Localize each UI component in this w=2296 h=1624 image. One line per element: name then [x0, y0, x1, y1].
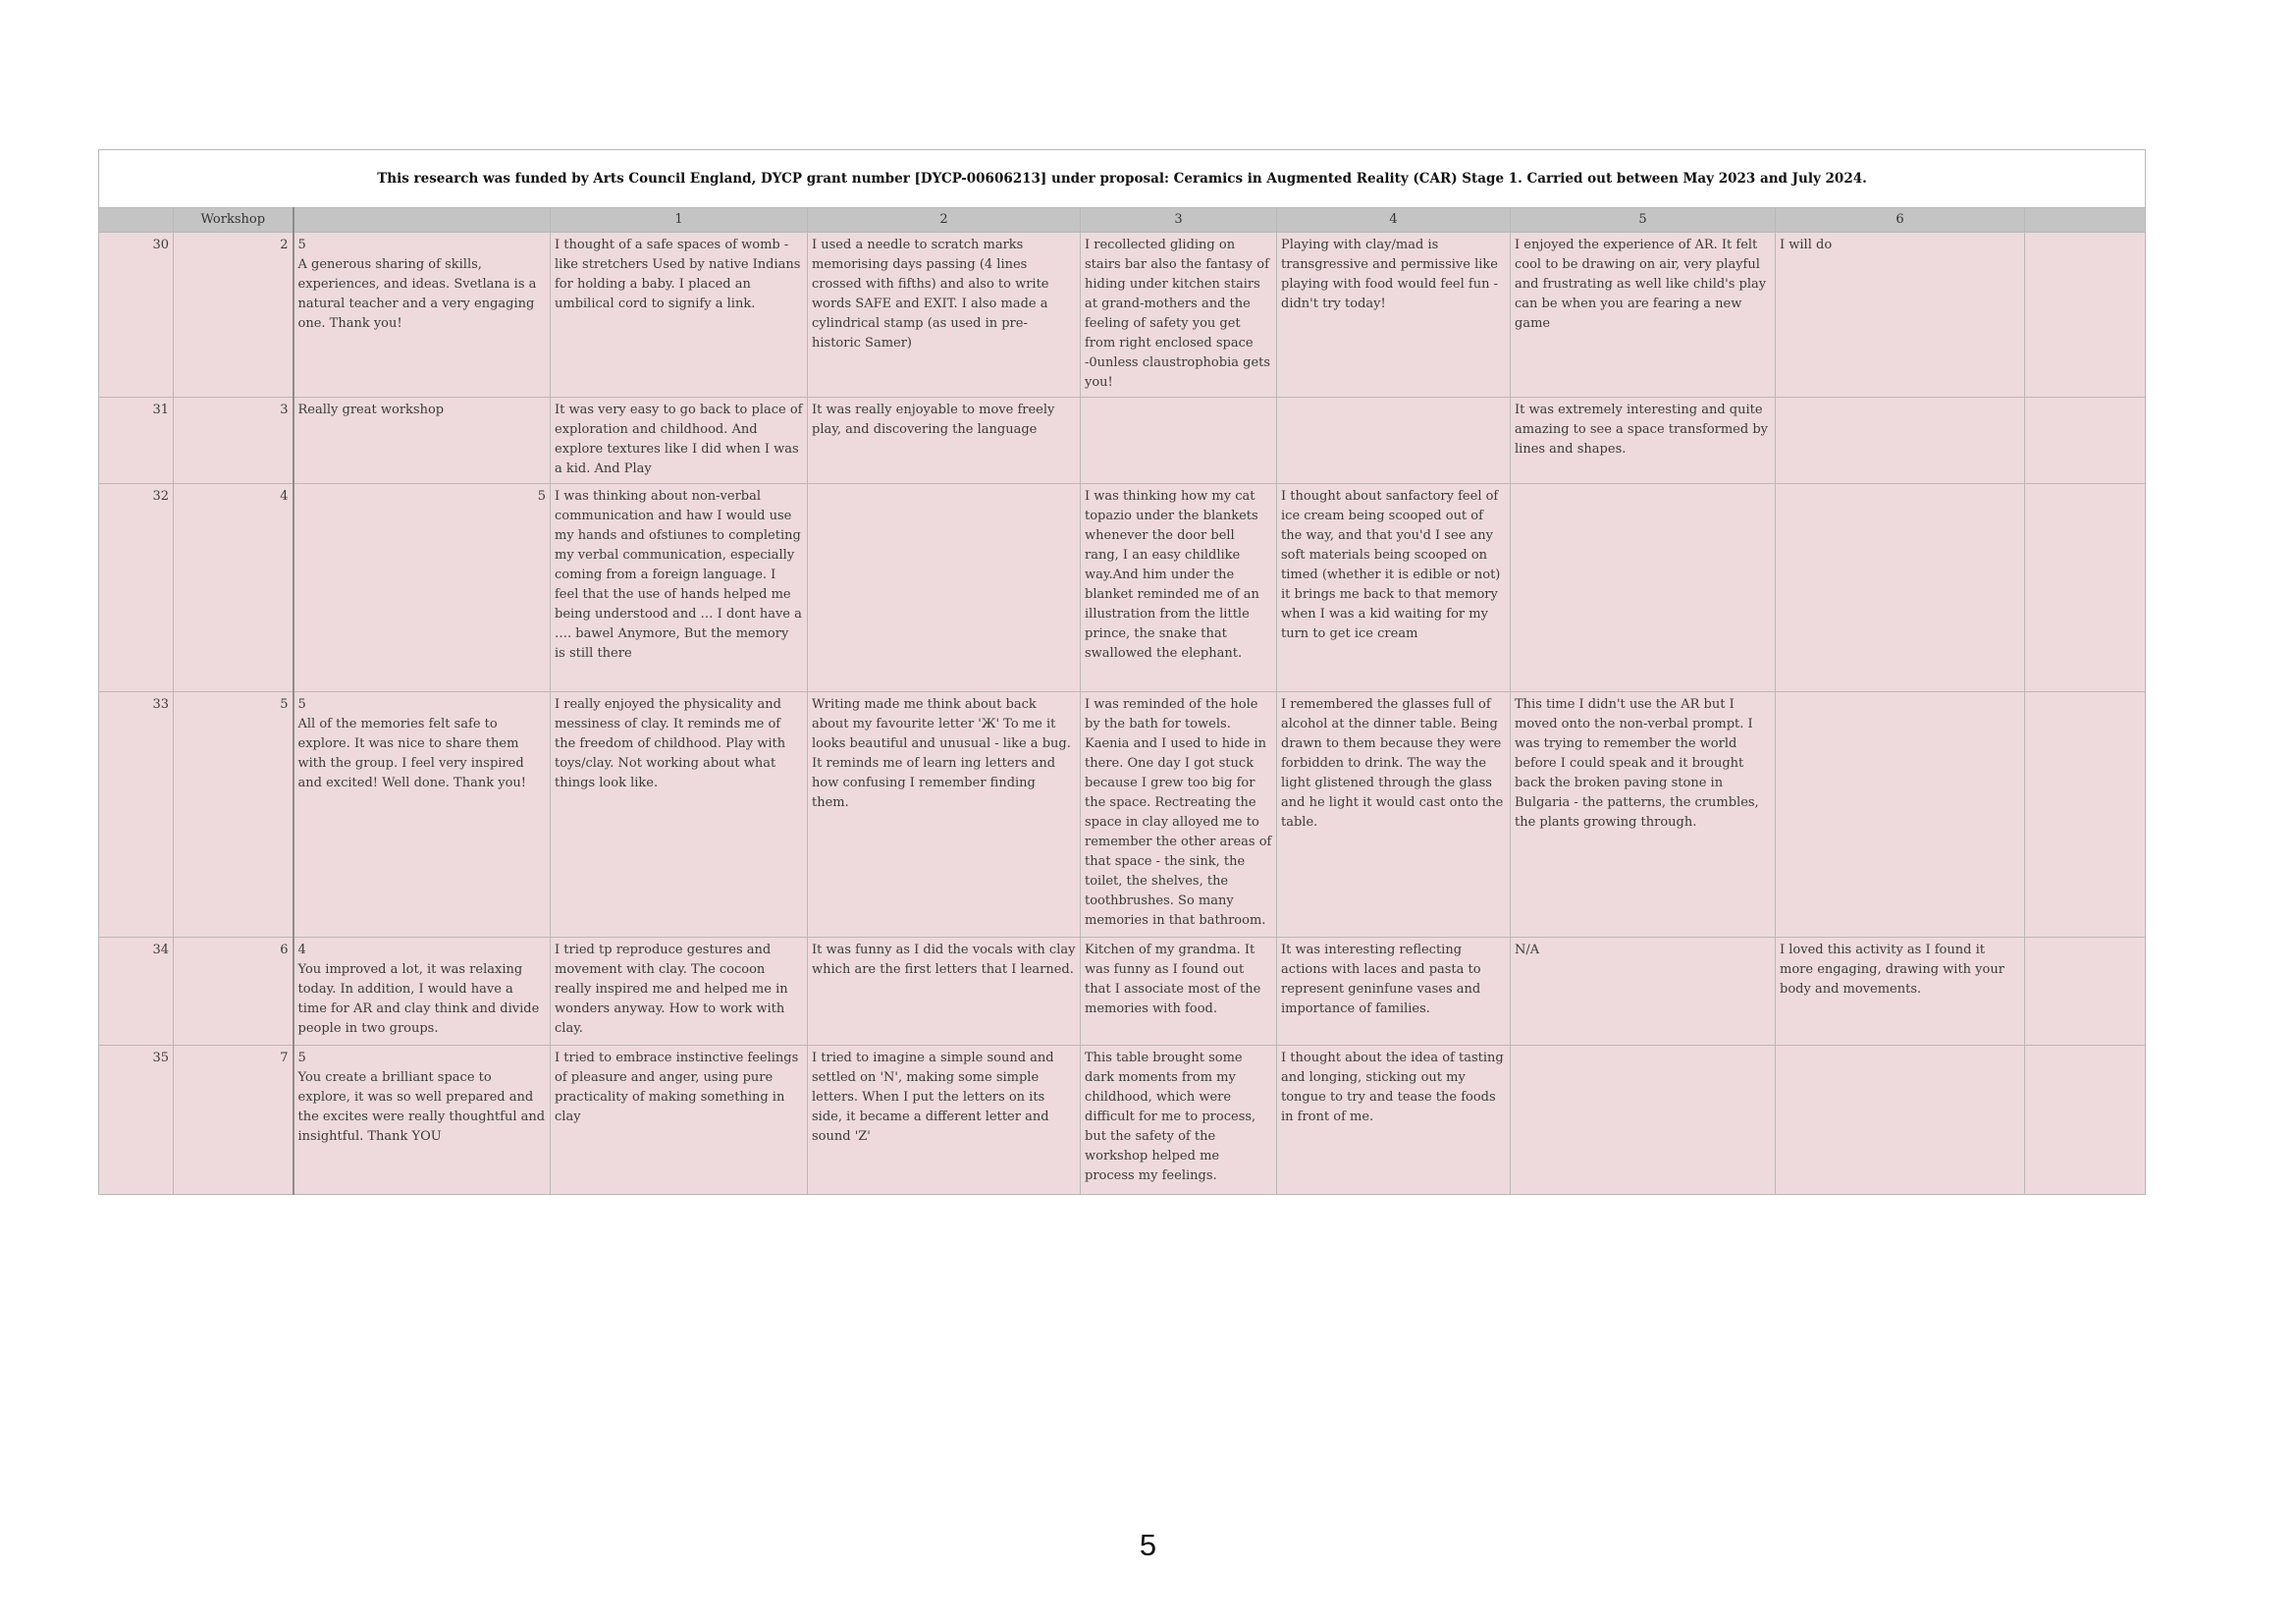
workshop-number: 3	[174, 398, 294, 484]
column-header: 6	[1776, 208, 2025, 233]
response-cell: It was funny as I did the vocals with clay which are the first letters that I learned.	[808, 938, 1081, 1046]
response-cell: This table brought some dark moments from my childhood, which were difficult for me to process, but the safety of the workshop helped me process my feelings.	[1081, 1046, 1277, 1195]
column-header	[99, 208, 174, 233]
response-cell: Kitchen of my grandma. It was funny as I found out that I associate most of the memories with food.	[1081, 938, 1277, 1046]
column-header: 1	[551, 208, 808, 233]
table-row	[99, 1046, 2146, 1195]
response-cell: I recollected gliding on stairs bar also the fantasy of hiding under kitchen stairs at grand-mothers and the feeling of safety you get from right enclosed space -0unless claustrophobia gets you!	[1081, 233, 1277, 398]
row-number: 30	[99, 233, 174, 398]
row-number: 31	[99, 398, 174, 484]
response-cell: N/A	[1511, 938, 1776, 1046]
row-number: 35	[99, 1046, 174, 1195]
workshop-number: 6	[174, 938, 294, 1046]
response-cell: It was very easy to go back to place of exploration and childhood. And explore textures like I did when I was a kid. And Play	[551, 398, 808, 484]
table-title: This research was funded by Arts Council England, DYCP grant number [DYCP-00606213] under proposal: Ceramics in Augmented Reality (CAR) Stage 1. Carried out between May 2023 and July 2024.	[99, 150, 2146, 208]
response-cell	[1081, 398, 1277, 484]
workshop-number: 5	[174, 692, 294, 938]
response-cell	[2025, 484, 2146, 692]
table-row	[99, 938, 2146, 1046]
response-cell: I was thinking how my cat topazio under the blankets whenever the door bell rang, I an easy childlike way.And him under the blanket reminded me of an illustration from the little prince, the snake that swallowed the elephant.	[1081, 484, 1277, 692]
response-cell: Playing with clay/mad is transgressive and permissive like playing with food would feel fun - didn't try today!	[1277, 233, 1511, 398]
response-cell	[1511, 1046, 1776, 1195]
response-cell	[1511, 484, 1776, 692]
response-cell: I will do	[1776, 233, 2025, 398]
response-cell: I was thinking about non-verbal communication and haw I would use my hands and ofstiunes to completing my verbal communication, especially coming from a foreign language. I feel that the use of hands helped me being understood and … I dont have a …. bawel Anymore, But the memory is still there	[551, 484, 808, 692]
column-header: 5	[1511, 208, 1776, 233]
response-cell: I really enjoyed the physicality and messiness of clay. It reminds me of the freedom of childhood. Play with toys/clay. Not working about what things look like.	[551, 692, 808, 938]
response-cell: This time I didn't use the AR but I moved onto the non-verbal prompt. I was trying to remember the world before I could speak and it brought back the broken paving stone in Bulgaria - the patterns, the crumbles, the plants growing through.	[1511, 692, 1776, 938]
response-cell: I remembered the glasses full of alcohol at the dinner table. Being drawn to them because they were forbidden to drink. The way the light glistened through the glass and he light it would cast onto the table.	[1277, 692, 1511, 938]
feedback-cell: 5 A generous sharing of skills, experiences, and ideas. Svetlana is a natural teacher and a very engaging one. Thank you!	[294, 233, 551, 398]
response-cell: I thought about sanfactory feel of ice cream being scooped out of the way, and that you'd I see any soft materials being scooped on timed (whether it is edible or not) it brings me back to that memory when I was a kid waiting for my turn to get ice cream	[1277, 484, 1511, 692]
response-cell	[2025, 233, 2146, 398]
row-number: 32	[99, 484, 174, 692]
feedback-cell: 4 You improved a lot, it was relaxing today. In addition, I would have a time for AR and clay think and divide people in two groups.	[294, 938, 551, 1046]
table-row	[99, 233, 2146, 398]
response-cell: I thought about the idea of tasting and longing, sticking out my tongue to try and tease the foods in front of me.	[1277, 1046, 1511, 1195]
feedback-cell: 5 All of the memories felt safe to explore. It was nice to share them with the group. I feel very inspired and excited! Well done. Thank you!	[294, 692, 551, 938]
response-cell	[2025, 398, 2146, 484]
response-cell	[1776, 1046, 2025, 1195]
response-cell: I thought of a safe spaces of womb - like stretchers Used by native Indians for holding a baby. I placed an umbilical cord to signify a link.	[551, 233, 808, 398]
response-cell	[2025, 1046, 2146, 1195]
response-cell: I tried to embrace instinctive feelings of pleasure and anger, using pure practicality of making something in clay	[551, 1046, 808, 1195]
response-cell	[808, 484, 1081, 692]
page-number: 5	[1139, 1528, 1157, 1562]
response-cell: It was interesting reflecting actions with laces and pasta to represent geninfune vases and importance of families.	[1277, 938, 1511, 1046]
workshop-number: 2	[174, 233, 294, 398]
workshop-number: 7	[174, 1046, 294, 1195]
header-row	[99, 208, 2146, 233]
workshop-number: 4	[174, 484, 294, 692]
response-cell	[1776, 398, 2025, 484]
response-cell: I enjoyed the experience of AR. It felt cool to be drawing on air, very playful and frustrating as well like child's play can be when you are fearing a new game	[1511, 233, 1776, 398]
column-header: 3	[1081, 208, 1277, 233]
response-cell: I tried to imagine a simple sound and settled on 'N', making some simple letters. When I put the letters on its side, it became a different letter and sound 'Z'	[808, 1046, 1081, 1195]
column-header	[294, 208, 551, 233]
response-cell: It was really enjoyable to move freely play, and discovering the language	[808, 398, 1081, 484]
table-row	[99, 692, 2146, 938]
response-cell: It was extremely interesting and quite amazing to see a space transformed by lines and shapes.	[1511, 398, 1776, 484]
column-header	[2025, 208, 2146, 233]
table-row	[99, 484, 2146, 692]
feedback-table	[98, 149, 2146, 1195]
row-number: 34	[99, 938, 174, 1046]
column-header: Workshop	[174, 208, 294, 233]
feedback-cell: 5	[294, 484, 551, 692]
response-cell	[1776, 484, 2025, 692]
table-row	[99, 398, 2146, 484]
column-header: 4	[1277, 208, 1511, 233]
column-header: 2	[808, 208, 1081, 233]
response-cell	[2025, 692, 2146, 938]
response-cell	[2025, 938, 2146, 1046]
response-cell	[1277, 398, 1511, 484]
response-cell: Writing made me think about back about my favourite letter 'Ж' To me it looks beautiful and unusual - like a bug. It reminds me of learn ing letters and how confusing I remember finding them.	[808, 692, 1081, 938]
response-cell: I loved this activity as I found it more engaging, drawing with your body and movements.	[1776, 938, 2025, 1046]
response-cell: I was reminded of the hole by the bath for towels. Kaenia and I used to hide in there. One day I got stuck because I grew too big for the space. Rectreating the space in clay alloyed me to remember the other areas of that space - the sink, the toilet, the shelves, the toothbrushes. So many memories in that bathroom.	[1081, 692, 1277, 938]
row-number: 33	[99, 692, 174, 938]
feedback-cell: 5 You create a brilliant space to explore, it was so well prepared and the excites were really thoughtful and insightful. Thank YOU	[294, 1046, 551, 1195]
response-cell: I used a needle to scratch marks memorising days passing (4 lines crossed with fifths) and also to write words SAFE and EXIT. I also made a cylindrical stamp (as used in pre-historic Samer)	[808, 233, 1081, 398]
feedback-cell: Really great workshop	[294, 398, 551, 484]
response-cell: I tried tp reproduce gestures and movement with clay. The cocoon really inspired me and helped me in wonders anyway. How to work with clay.	[551, 938, 808, 1046]
response-cell	[1776, 692, 2025, 938]
